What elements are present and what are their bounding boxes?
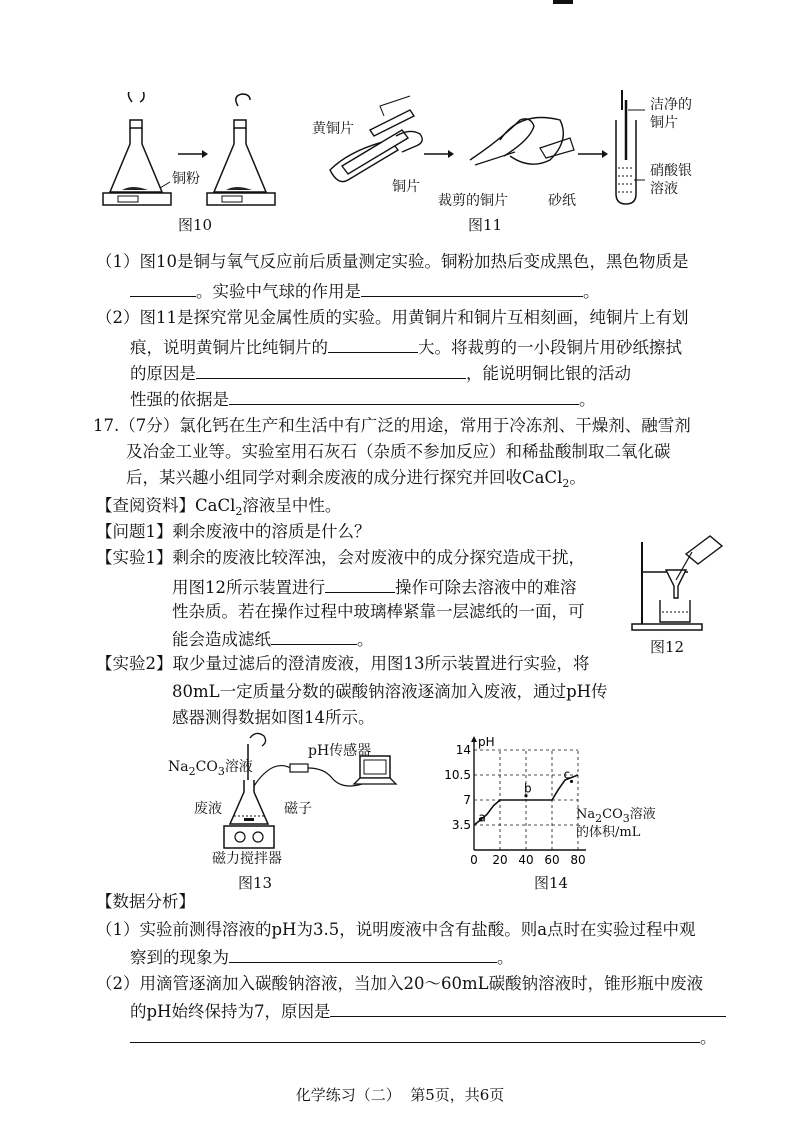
- q17-question1: 【问题1】剩余废液中的溶质是什么？: [96, 522, 371, 541]
- analysis-part1-line2: 察到的现象为 。: [130, 944, 514, 970]
- q16-part2-line2: 痕，说明黄铜片比纯铜片的 大。将裁剪的一小段铜片用砂纸擦拭: [130, 334, 682, 360]
- analysis-part2-line3: 。: [130, 1024, 717, 1050]
- y-tick-label: 7: [463, 793, 471, 807]
- fig14-legend-line1: $Na_2CO_3$溶液: [576, 807, 656, 825]
- analysis-blank-reason-part1[interactable]: [330, 998, 726, 1017]
- figure-14-ph-chart: [440, 732, 670, 872]
- y-axis-arrow: [471, 736, 477, 742]
- x-tick-label: 60: [544, 853, 560, 867]
- q17-intro-line1: 17.（7分）氯化钙在生产和生活中有广泛的用途，常用于冷冻剂、干燥剂、融雪剂: [93, 416, 691, 435]
- figure-12-filtration-setup: [628, 532, 728, 632]
- y-axis-label: pH: [478, 735, 495, 749]
- q16-part1-line1: （1）图10是铜与氧气反应前后质量测定实验。铜粉加热后变成黑色，黑色物质是: [96, 252, 689, 271]
- annotation-label-a: a: [478, 810, 486, 825]
- fig14-caption: 图14: [534, 874, 569, 892]
- q17-exp1-line3: 性杂质。若在操作过程中玻璃棒紧靠一层滤纸的一面，可: [172, 602, 585, 621]
- q16-part2-line3: 的原因是 ，能说明铜比银的活动: [130, 360, 631, 386]
- analysis-heading: 【数据分析】: [96, 892, 195, 911]
- analysis-part1-line1: （1）实验前测得溶液的pH为3.5，说明废液中含有盐酸。则a点时在实验过程中观: [96, 920, 696, 939]
- fig13-label-waste-liquid: 废液: [194, 801, 222, 817]
- q17-exp1-line4: 能会造成滤纸 。: [172, 626, 374, 652]
- page-footer: 化学练习（二） 第5页，共6页: [295, 1086, 505, 1104]
- q17-blank-filter-paper[interactable]: [271, 626, 357, 645]
- scan-mark: [553, 0, 573, 4]
- x-tick-label: 40: [518, 853, 534, 867]
- annotation-label-c: c: [563, 767, 571, 782]
- fig11-label-clean-1: 洁净的: [650, 97, 692, 113]
- analysis-blank-reason-part2[interactable]: [130, 1024, 700, 1043]
- q16-blank-activity-evidence[interactable]: [229, 386, 579, 405]
- y-tick-label: 3.5: [451, 818, 471, 832]
- q17-exp1-line2: 用图12所示装置进行 操作可除去溶液中的难溶: [172, 574, 577, 600]
- fig10-label-copper-powder: 铜粉: [172, 171, 200, 187]
- q17-exp2-line1: 【实验2】取少量过滤后的澄清废液，用图13所示装置进行实验，将: [96, 654, 590, 673]
- q17-intro-line2: 及冶金工业等。实验室用石灰石（杂质不参加反应）和稀盐酸制取二氧化碳: [126, 442, 671, 461]
- annotation-label-b: b: [524, 781, 532, 796]
- q16-blank-hardness[interactable]: [328, 334, 418, 353]
- q16-blank-balloon-role[interactable]: [361, 278, 583, 297]
- fig11-label-copper: 铜片: [392, 179, 420, 195]
- annotation-point-c: [570, 780, 573, 783]
- q17-exp1-line1: 【实验1】剩余的废液比较浑浊，会对废液中的成分探究造成干扰，: [96, 548, 585, 567]
- q17-exp2-line2: 80mL一定质量分数的碳酸钠溶液逐滴加入废液，通过pH传: [172, 682, 608, 701]
- x-tick-label: 20: [492, 853, 508, 867]
- q16-blank-black-substance[interactable]: [130, 278, 196, 297]
- fig11-label-solution-2: 溶液: [650, 181, 678, 197]
- q16-part2-line4: 性强的依据是 。: [130, 386, 596, 412]
- y-tick-label: 10.5: [444, 768, 471, 782]
- q16-blank-sanding-reason[interactable]: [196, 360, 466, 379]
- fig12-caption: 图12: [650, 638, 685, 656]
- fig14-legend-line2: 的体积/mL: [576, 825, 641, 840]
- q17-intro-line3: 后，某兴趣小组同学对剩余废液的成分进行探究并回收CaCl$_2$。: [126, 468, 586, 490]
- analysis-blank-phenomenon[interactable]: [229, 944, 497, 963]
- fig13-caption: 图13: [238, 874, 273, 892]
- q16-part1-line2: 。实验中气球的作用是 。: [130, 278, 600, 304]
- q16-part2-line1: （2）图11是探究常见金属性质的实验。用黄铜片和铜片互相刻画，纯铜片上有划: [96, 308, 689, 327]
- fig13-label-na2co3-solution: $Na_2CO_3$溶液: [168, 759, 253, 778]
- fig13-label-stir-bar: 磁子: [284, 801, 312, 817]
- x-tick-label: 0: [470, 853, 478, 867]
- fig10-caption: 图10: [178, 216, 213, 234]
- q17-exp2-line3: 感器测得数据如图14所示。: [172, 708, 375, 727]
- analysis-part2-line2: 的pH始终保持为7，原因是: [130, 998, 726, 1024]
- fig11-label-sandpaper: 砂纸: [548, 193, 576, 209]
- fig11-label-cut-copper: 裁剪的铜片: [438, 193, 508, 209]
- q17-reference: 【查阅资料】CaCl$_2$溶液呈中性。: [96, 496, 342, 518]
- y-tick-label: 14: [455, 743, 471, 757]
- fig13-label-magnetic-stirrer: 磁力搅拌器: [212, 851, 282, 867]
- fig11-caption: 图11: [468, 216, 503, 234]
- analysis-part2-line1: （2）用滴管逐滴加入碳酸钠溶液，当加入20～60mL碳酸钠溶液时，锥形瓶中废液: [96, 974, 704, 993]
- figure-10-illustration: [100, 92, 280, 212]
- q17-blank-operation[interactable]: [325, 574, 395, 593]
- fig11-label-clean-2: 铜片: [650, 115, 678, 131]
- fig11-label-brass: 黄铜片: [312, 121, 354, 137]
- fig13-label-ph-sensor: pH传感器: [308, 743, 372, 759]
- x-tick-label: 80: [570, 853, 586, 867]
- fig11-label-solution-1: 硝酸银: [650, 163, 692, 179]
